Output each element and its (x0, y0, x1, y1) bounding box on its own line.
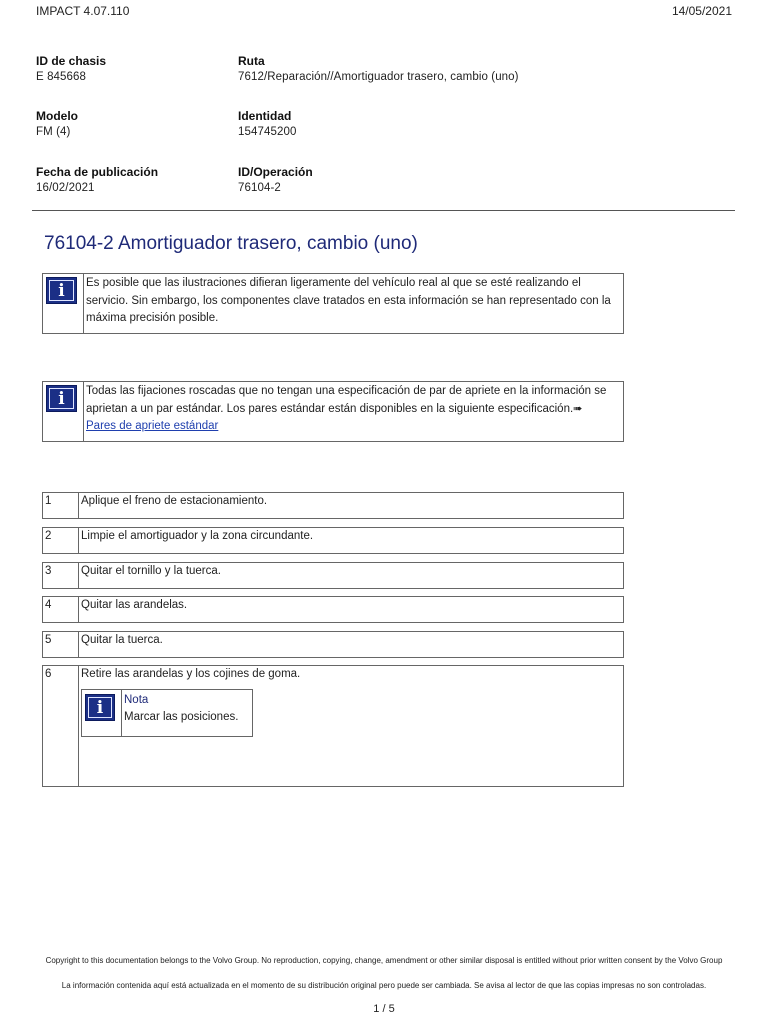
info-icon: i (46, 277, 77, 304)
step-text-block (79, 666, 623, 786)
info-icon: i (85, 694, 115, 721)
step-number: 2 (43, 528, 79, 553)
arrow-right-icon: ➠ (573, 402, 583, 415)
pubdate-label: Fecha de publicación (36, 165, 159, 179)
step-text: Aplique el freno de estacionamiento. (81, 495, 268, 507)
step-number: 4 (43, 597, 79, 622)
step-number: 3 (43, 563, 79, 588)
step-text: Quitar la tuerca. (81, 634, 163, 646)
step-number: 5 (43, 632, 79, 657)
step-text: Retire las arandelas y los cojines de goma. (81, 668, 301, 680)
info-text-torque-body: Todas las fijaciones roscadas que no tengan una especificación de par de apriete en la información se aprietan a un par estándar. Los pares estándar están disponibles en la siguiente especificación. (86, 385, 607, 415)
footer-disclaimer: La información contenida aquí está actualizada en el momento de su distribución original pero puede ser cambiada. Se avisa al lector de que las copias impresas no son controladas. (61, 981, 707, 990)
note-title: Nota (124, 694, 149, 706)
note-box (81, 689, 253, 737)
route-label: Ruta (238, 54, 265, 68)
step-row (42, 631, 624, 658)
note-text: Marcar las posiciones. (124, 711, 239, 723)
info-icon-cell (43, 274, 84, 333)
chassis-label: ID de chasis (36, 54, 107, 68)
header-divider (32, 210, 735, 211)
step-row (42, 596, 624, 623)
operation-label: ID/Operación (238, 165, 313, 179)
step-text: Quitar el tornillo y la tuerca. (81, 565, 221, 577)
identity-label: Identidad (238, 109, 292, 123)
info-box-torque (42, 381, 624, 442)
page-number: 1 / 5 (373, 1003, 395, 1015)
step-text: Quitar las arandelas. (81, 599, 188, 611)
info-box-illustrations (42, 273, 624, 334)
route-value: 7612/Reparación//Amortiguador trasero, cambio (uno) (238, 71, 519, 83)
operation-value: 76104-2 (238, 182, 281, 194)
info-text-illustrations: Es posible que las ilustraciones difieran ligeramente del vehículo real al que se esté realizando el servicio. Sin embargo, los componentes clave tratados en esta información se han representado con la máxima precisión posible. (86, 277, 611, 324)
step-row (42, 527, 624, 554)
page-title: 76104-2 Amortiguador trasero, cambio (uno) (44, 233, 418, 254)
note-content (122, 690, 238, 736)
footer-copyright: Copyright to this documentation belongs to the Volvo Group. No reproduction, copying, change, amendment or other similar disposal is entitled without prior written consent by the Volvo Group (45, 956, 723, 965)
info-icon-cell (43, 382, 84, 441)
step-row (42, 665, 624, 787)
identity-value: 154745200 (238, 126, 297, 138)
pubdate-value: 16/02/2021 (36, 182, 95, 194)
step-number: 6 (43, 666, 79, 786)
app-version: IMPACT 4.07.110 (36, 4, 130, 18)
info-icon: i (46, 385, 77, 412)
step-number: 1 (43, 493, 79, 518)
step-row (42, 492, 624, 519)
note-icon-cell (82, 690, 122, 736)
model-label: Modelo (36, 109, 78, 123)
chassis-value: E 845668 (36, 71, 87, 83)
print-date: 14/05/2021 (671, 4, 732, 18)
step-text: Limpie el amortiguador y la zona circundante. (81, 530, 314, 542)
step-row (42, 562, 624, 589)
model-value: FM (4) (36, 126, 71, 138)
torque-spec-link[interactable]: Pares de apriete estándar (86, 420, 219, 432)
info-text-torque (84, 382, 623, 441)
